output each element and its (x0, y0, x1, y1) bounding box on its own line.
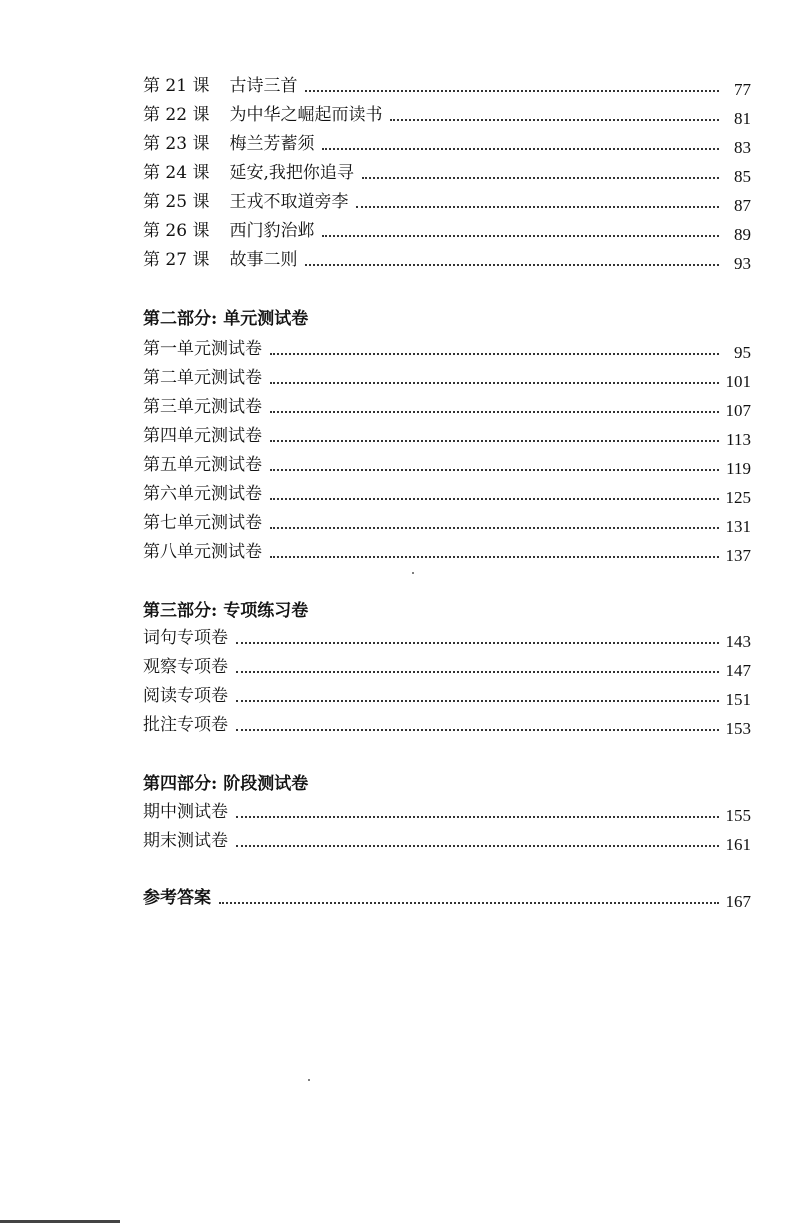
toc-entry-answers[interactable] (143, 882, 751, 911)
entry-title: 第五单元测试卷 (143, 455, 262, 475)
entry-title: 第六单元测试卷 (143, 484, 262, 504)
lesson-number: 第 26 课 (143, 221, 210, 241)
dot-leader (270, 556, 719, 558)
lesson-title: 王戎不取道旁李 (229, 192, 349, 212)
entry-title: 第七单元测试卷 (143, 513, 262, 533)
entry-title: 第八单元测试卷 (143, 542, 262, 562)
page-number: 137 (725, 546, 751, 565)
dot-leader (236, 700, 719, 702)
page-number: 153 (725, 719, 751, 738)
toc-entry-lesson-26[interactable] (143, 215, 751, 244)
entry-title: 第一单元测试卷 (143, 339, 262, 359)
toc-entry-special-1[interactable] (143, 622, 751, 651)
toc-entry-lesson-25[interactable] (143, 186, 751, 215)
toc-entry-midterm[interactable] (143, 796, 751, 825)
page-number: 167 (725, 892, 751, 911)
dot-leader (270, 411, 719, 413)
dot-leader (270, 382, 719, 384)
dot-leader (270, 469, 719, 471)
dot-leader (270, 527, 719, 529)
toc-entry-lesson-21[interactable] (143, 70, 751, 99)
dot-leader (236, 642, 719, 644)
scan-speck (308, 1079, 310, 1081)
toc-entry-lesson-22[interactable] (143, 99, 751, 128)
page-number: 155 (725, 806, 751, 825)
lesson-title: 古诗三首 (229, 76, 298, 96)
toc-entry-unit-test-6[interactable] (143, 478, 751, 507)
page-number: 95 (734, 343, 751, 362)
lesson-number: 第 24 课 (143, 163, 210, 183)
dot-leader (270, 440, 719, 442)
lesson-title: 西门豹治邺 (229, 221, 315, 241)
toc-entry-lesson-23[interactable] (143, 128, 751, 157)
entry-title: 第二单元测试卷 (143, 368, 262, 388)
toc-entry-lesson-27[interactable] (143, 244, 751, 273)
page-number: 147 (725, 661, 751, 680)
dot-leader (236, 816, 719, 818)
toc-entry-unit-test-1[interactable] (143, 333, 751, 362)
entry-title: 批注专项卷 (143, 715, 228, 735)
page-number: 85 (734, 167, 751, 186)
toc-entry-unit-test-3[interactable] (143, 391, 751, 420)
entry-title: 参考答案 (143, 888, 211, 908)
scan-speck (412, 572, 414, 574)
page-number: 143 (725, 632, 751, 651)
toc-entry-unit-test-5[interactable] (143, 449, 751, 478)
page-number: 87 (734, 196, 751, 215)
toc-entry-special-2[interactable] (143, 651, 751, 680)
dot-leader (356, 206, 719, 208)
page-number: 125 (725, 488, 751, 507)
toc-entry-lesson-24[interactable] (143, 157, 751, 186)
dot-leader (305, 90, 719, 92)
page-number: 107 (725, 401, 751, 420)
entry-title: 第三单元测试卷 (143, 397, 262, 417)
dot-leader (390, 119, 719, 121)
lesson-number: 第 21 课 (143, 76, 210, 96)
page-number: 83 (734, 138, 751, 157)
dot-leader (219, 902, 719, 904)
lesson-number: 第 23 课 (143, 134, 210, 154)
dot-leader (322, 148, 719, 150)
section-heading-part2: 第二部分: 单元测试卷 (143, 309, 309, 329)
page-number: 89 (734, 225, 751, 244)
page-number: 131 (725, 517, 751, 536)
lesson-title: 为中华之崛起而读书 (229, 105, 383, 125)
page-number: 77 (734, 80, 751, 99)
page-number: 119 (726, 459, 751, 478)
lesson-title: 故事二则 (229, 250, 298, 270)
toc-entry-unit-test-8[interactable] (143, 536, 751, 565)
toc-entry-special-3[interactable] (143, 680, 751, 709)
page-number: 81 (734, 109, 751, 128)
page-number: 151 (725, 690, 751, 709)
entry-title: 阅读专项卷 (143, 686, 228, 706)
dot-leader (362, 177, 719, 179)
dot-leader (236, 671, 719, 673)
toc-entry-special-4[interactable] (143, 709, 751, 738)
entry-title: 第四单元测试卷 (143, 426, 262, 446)
entry-title: 词句专项卷 (143, 628, 228, 648)
page-number: 113 (726, 430, 751, 449)
section-heading-part4: 第四部分: 阶段测试卷 (143, 774, 309, 794)
dot-leader (322, 235, 719, 237)
page-number: 161 (725, 835, 751, 854)
entry-title: 期中测试卷 (143, 802, 228, 822)
page-number: 93 (734, 254, 751, 273)
toc-entry-unit-test-7[interactable] (143, 507, 751, 536)
entry-title: 观察专项卷 (143, 657, 228, 677)
page-number: 101 (725, 372, 751, 391)
lesson-number: 第 22 课 (143, 105, 210, 125)
toc-entry-unit-test-2[interactable] (143, 362, 751, 391)
dot-leader (270, 498, 719, 500)
entry-title: 期末测试卷 (143, 831, 228, 851)
lesson-title: 延安,我把你追寻 (229, 163, 354, 183)
dot-leader (270, 353, 719, 355)
lesson-number: 第 25 课 (143, 192, 210, 212)
lesson-title: 梅兰芳蓄须 (229, 134, 315, 154)
dot-leader (236, 845, 719, 847)
lesson-number: 第 27 课 (143, 250, 210, 270)
toc-entry-unit-test-4[interactable] (143, 420, 751, 449)
dot-leader (236, 729, 719, 731)
toc-entry-final[interactable] (143, 825, 751, 854)
dot-leader (305, 264, 719, 266)
section-heading-part3: 第三部分: 专项练习卷 (143, 601, 309, 621)
